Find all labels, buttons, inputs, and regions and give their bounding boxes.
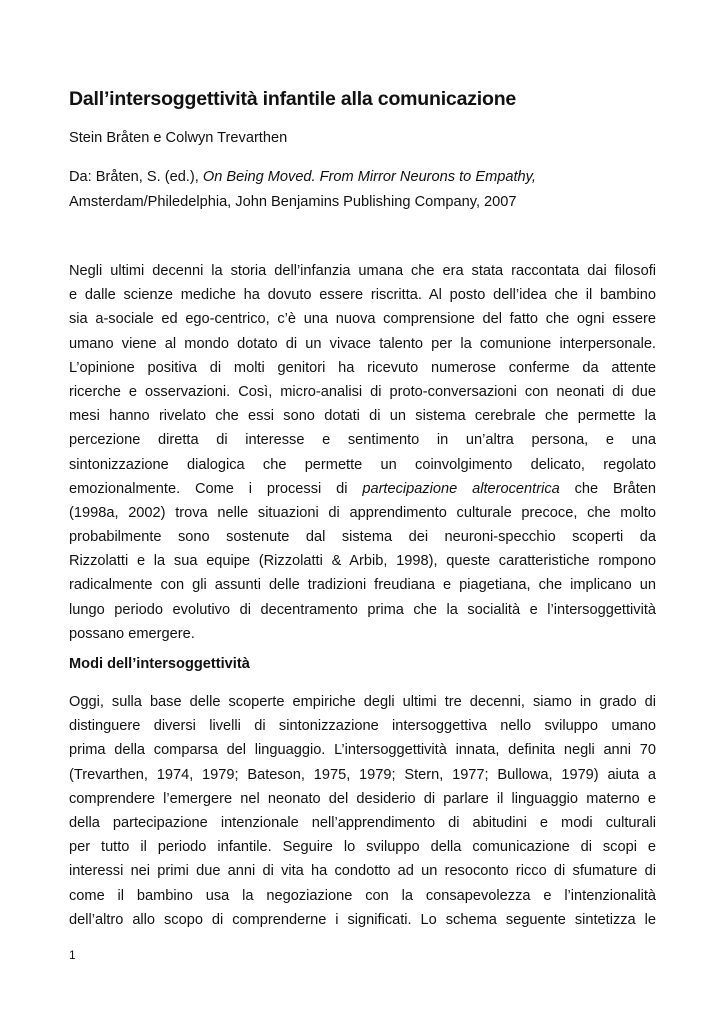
paragraph-line (69, 477, 656, 501)
source-citation (69, 165, 536, 215)
paragraph-line: radicalmente con gli assunti delle tradizioni freudiana e piagetiana, che implicano un (69, 577, 656, 594)
paragraph-line: interessi nei primi due anni di vita ha condotto ad un resoconto ricco di sfumature di (69, 863, 656, 880)
paragraph-line: prima della comparsa del linguaggio. L’intersoggettività innata, definita negli anni 70 (69, 742, 656, 759)
source-line-1 (69, 165, 536, 190)
paragraph-line: Oggi, sulla base delle scoperte empiriche degli ultimi tre decenni, siamo in grado di (69, 694, 656, 710)
source-prefix: Da: Bråten, S. (ed.), (69, 169, 203, 185)
authors-line: Stein Bråten e Colwyn Trevarthen (69, 130, 288, 146)
paragraph-line: possano emergere. (69, 625, 195, 642)
source-publisher: Amsterdam/Philedelphia, John Benjamins Publishing Company, 2007 (69, 194, 517, 210)
book-title: On Being Moved. From Mirror Neurons to Empathy, (202, 169, 536, 185)
paragraph-line: distinguere diversi livelli di sintonizzazione intersoggettiva nello sviluppo umano (69, 718, 656, 735)
paragraph-line: L’opinione positiva di molti genitori ha ricevuto numerose conferme da attente (69, 359, 656, 376)
paragraph-line: Negli ultimi decenni la storia dell’infanzia umana che era stata raccontata dai filosofi (69, 263, 656, 279)
line-text: emozionalmente. Come i processi di (69, 480, 363, 497)
line-text: che Bråten (559, 480, 656, 497)
paragraph-line: probabilmente sono sostenute dal sistema dei neuroni-specchio scoperti da (69, 529, 656, 546)
paragraph-line: umano viene al mondo dotato di un vivace talento per la comunione interpersonale. (69, 335, 656, 352)
paragraph-line: (1998a, 2002) trova nelle situazioni di apprendimento culturale precoce, che molto (69, 504, 656, 521)
document-title: Dall’intersoggettività infantile alla comunicazione (69, 88, 517, 110)
paragraph-line: dell’altro allo scopo di comprenderne i significati. Lo schema seguente sintetizza le (69, 911, 656, 928)
paragraph-line: ricerche e osservazioni. Così, micro-analisi di proto-conversazioni con neonati di due (69, 383, 656, 400)
section-heading: Modi dell’intersoggettività (69, 656, 250, 672)
paragraph-intro (69, 259, 656, 646)
paragraph-line: lungo periodo evolutivo di decentramento prima che la socialità e l’intersoggettività (69, 601, 656, 618)
paragraph-line: percezione diretta di interesse e sentimento in un’altra persona, e una (69, 432, 656, 449)
paragraph-line: mesi hanno rivelato che essi sono dotati di un sistema cerebrale che permette la (69, 408, 656, 425)
paragraph-modes (69, 690, 656, 932)
paragraph-line: Rizzolatti e la sua equipe (Rizzolatti & Arbib, 1998), queste caratteristiche rompono (69, 553, 656, 570)
paragraph-line: (Trevarthen, 1974, 1979; Bateson, 1975, 1979; Stern, 1977; Bullowa, 1979) aiuta a (69, 766, 656, 783)
paragraph-line: della partecipazione intenzionale nell’apprendimento di abitudini e modi culturali (69, 814, 656, 831)
paragraph-line: come il bambino usa la negoziazione con la consapevolezza e l’intenzionalità (69, 887, 656, 904)
paragraph-line: sintonizzazione dialogica che permette un coinvolgimento delicato, regolato (69, 456, 656, 473)
paragraph-line: sia a-sociale ed ego-centrico, c’è una nuova comprensione del fatto che ogni essere (69, 311, 656, 328)
italic-term: partecipazione alterocentrica (362, 480, 560, 497)
paragraph-line: per tutto il periodo infantile. Seguire lo sviluppo della comunicazione di scopi e (69, 839, 656, 856)
paragraph-line: e dalle scienze mediche ha dovuto essere riscritta. Al posto dell’idea che il bambino (69, 287, 656, 304)
paragraph-line: comprendere l’emergere nel neonato del desiderio di parlare il linguaggio materno e (69, 790, 656, 807)
page-number: 1 (69, 948, 76, 962)
